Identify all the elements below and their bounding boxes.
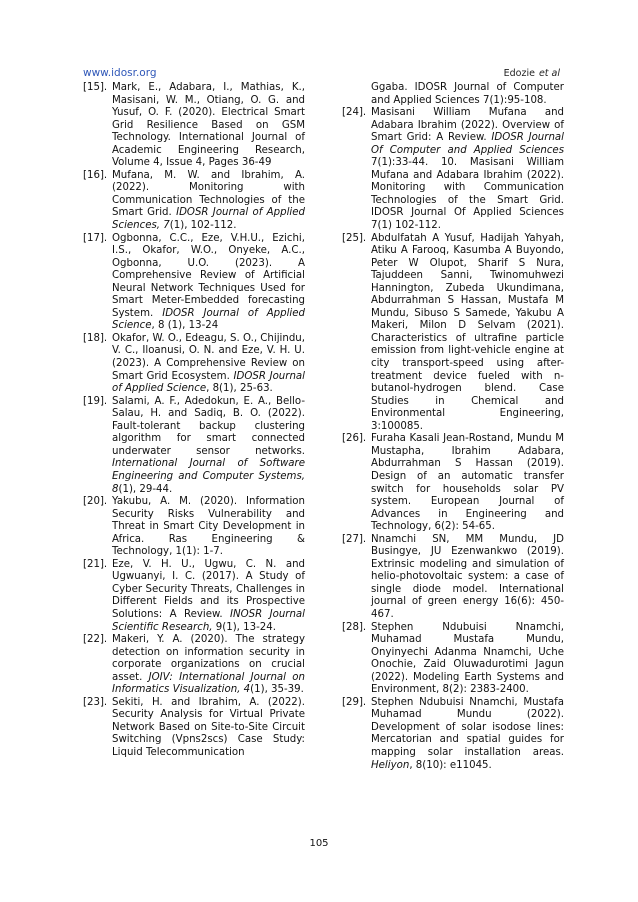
reference-entry — [83, 233, 305, 333]
reference-number: [19]. — [83, 395, 108, 407]
reference-text — [112, 697, 305, 760]
reference-text — [371, 433, 564, 533]
reference-journal-italic: IDOSR Journal of Applied Sciences, 7 — [112, 207, 305, 232]
reference-text — [371, 82, 564, 107]
reference-text-part: 9(1), 13-24. — [212, 621, 276, 633]
reference-text-part: Ogbonna, C.C., Eze, V.H.U., Ezichi, I.S., Okafor, W.O., Onyeke, A.C., Ogbonna, U.O. (2023). A Comprehensive Review of Artificial Neural Network Techniques Used for Smart Meter-Embedded forecasting System. — [112, 232, 305, 319]
page-number: 105 — [309, 838, 329, 849]
reference-entry — [342, 534, 564, 622]
reference-journal-italic: IDOSR Journal of Applied Science — [112, 307, 305, 332]
reference-number: [20]. — [83, 496, 108, 508]
reference-text — [112, 634, 305, 697]
reference-number: [26]. — [342, 433, 367, 445]
reference-journal-italic: IDOSR Journal of Applied Science — [112, 370, 305, 395]
reference-text-part: 7(1):33-44. 10. Masisani William Mufana and Adabara Ibrahim (2022). Monitoring with Communication Technologies of the Smart Grid. IDOSR Journal Of Applied Sciences 7(1) 102-112. — [371, 157, 564, 232]
reference-entry — [83, 333, 305, 396]
reference-entry — [83, 496, 305, 559]
reference-text-part: Masisani William Mufana and Adabara Ibrahim (2022). Overview of Smart Grid: A Review. — [371, 107, 564, 144]
reference-entry — [342, 82, 564, 107]
running-header-author — [504, 68, 560, 79]
reference-text-part: , 8(1), 25-63. — [206, 383, 273, 395]
reference-text-part: Mark, E., Adabara, I., Mathias, K., Masisani, W. M., Otiang, O. G. and Yusuf, O. F. (2020). Electrical Smart Grid Resilience Based on GSM Technology. International Journal of Academic Engineering Research, Volume 4, Issue 4, Pages 36-49 — [112, 82, 305, 169]
reference-text-part: , 8 (1), 13-24 — [151, 320, 219, 332]
reference-text — [112, 333, 305, 396]
reference-text-part: (1), 35-39. — [250, 684, 304, 696]
journal-website-link[interactable]: www.idosr.org — [83, 67, 157, 79]
reference-text — [112, 170, 305, 233]
reference-journal-italic: IDOSR Journal Of Computer and Applied Sciences — [371, 132, 564, 156]
reference-number: [22]. — [83, 634, 108, 646]
reference-text-part: , 8(10): e11045. — [409, 759, 492, 771]
reference-text-part: Salami, A. F., Adedokun, E. A., Bello-Salau, H. and Sadiq, B. O. (2022). Fault-tolerant backup clustering algorithm for smart connected underwater sensor networks. — [112, 395, 305, 457]
reference-entry — [83, 396, 305, 496]
reference-entry — [342, 622, 564, 697]
reference-text-part: Mufana, M. W. and Ibrahim, A. (2022). Monitoring with Communication Technologies of the Smart Grid. — [112, 169, 305, 219]
reference-number: [29]. — [342, 696, 367, 708]
reference-number — [342, 82, 371, 107]
reference-text — [371, 107, 564, 232]
reference-number: [17]. — [83, 232, 108, 244]
reference-number: [25]. — [342, 232, 367, 244]
reference-entry — [83, 82, 305, 170]
reference-text-part: (1), 29-44. — [118, 483, 173, 495]
reference-number: [16]. — [83, 169, 108, 181]
et-al: et al — [538, 68, 560, 79]
reference-text — [112, 559, 305, 634]
reference-text — [371, 233, 564, 434]
references-right-column — [342, 82, 564, 772]
reference-entry — [342, 107, 564, 232]
reference-text-part: Abdulfatah A Yusuf, Hadijah Yahyah, Atiku A Farooq, Kasumba A Buyondo, Peter W Olupot, Sharif S Nura, Tajuddeen Sanni, Twinomuhwezi Hannington, Zubeda Ukundimana, Abdurrahman S Hassan, Mustafa M Mundu, Sibuso S Samede, Yakubu A Makeri, Milon D Selvam (2021). Characteristics of ultrafine particle emission from light-vehicle engine at city transport-speed using after-treatment device fueled with n-butanol-hydrogen blend. Case Studies in Chemical and Environmental Engineering, 3:100085. — [371, 232, 564, 432]
reference-text-part: Eze, V. H. U., Ugwu, C. N. and Ugwuanyi, I. C. (2017). A Study of Cyber Security Threats, Challenges in Different Fields and its Prospective Solutions: A Review. — [112, 558, 305, 620]
reference-entry — [342, 233, 564, 434]
reference-number: [24]. — [342, 107, 367, 119]
reference-number: [23]. — [83, 696, 108, 708]
reference-journal-italic: Heliyon — [371, 759, 410, 771]
reference-text-part: Ggaba. IDOSR Journal of Computer and Applied Sciences 7(1):95-108. — [371, 82, 564, 106]
reference-text-part: Stephen Ndubuisi Nnamchi, Mustafa Muhamad Mundu (2022). Development of solar isodose lines: Mercatorian and spatial guides for mapping solar installation areas. — [371, 696, 564, 758]
reference-text — [371, 622, 564, 697]
reference-text — [112, 233, 305, 333]
reference-text — [112, 396, 305, 496]
reference-text-part: Stephen Ndubuisi Nnamchi, Muhamad Mustafa Mundu, Onyinyechi Adanma Nnamchi, Uche Onochie, Zaid Oluwadurotimi Jagun (2022). Modeling Earth Systems and Environment, 8(2): 2383-2400. — [371, 621, 564, 696]
reference-text — [371, 697, 564, 772]
reference-entry — [342, 697, 564, 772]
reference-text-part: Sekiti, H. and Ibrahim, A. (2022). Security Analysis for Virtual Private Network Based on Site-to-Site Circuit Switching (Vpns2scs) Case Study: Liquid Telecommunication — [112, 696, 305, 758]
reference-text-part: Makeri, Y. A. (2020). The strategy detection on information security in corporate organizations on crucial asset. — [112, 634, 305, 683]
reference-text-part: Yakubu, A. M. (2020). Information Security Risks Vulnerability and Threat in Smart City Development in Africa. Ras Engineering & Technology, 1(1): 1-7. — [112, 496, 305, 558]
reference-number: [15]. — [83, 82, 108, 93]
author-name: Edozie — [503, 68, 535, 79]
reference-entry — [83, 559, 305, 634]
reference-journal-italic: JOIV: International Journal on Informatics Visualization, 4 — [112, 671, 305, 696]
reference-text-part: Furaha Kasali Jean-Rostand, Mundu M Mustapha, Ibrahim Adabara, Abdurrahman S Hassan (2019). Design of an automatic transfer switch for households solar PV system. European Journal of Advances in Engineering and Technology, 6(2): 54-65. — [371, 433, 564, 533]
reference-text — [371, 534, 564, 622]
reference-journal-italic: INOSR Journal Scientific Research, — [112, 608, 306, 633]
reference-entry — [83, 634, 305, 697]
reference-number: [21]. — [83, 558, 108, 570]
reference-number: [18]. — [83, 332, 108, 344]
reference-number: [28]. — [342, 621, 367, 633]
reference-entry — [342, 433, 564, 533]
reference-entry — [83, 697, 305, 760]
reference-text-part: Okafor, W. O., Edeagu, S. O., Chijindu, V. C., Iloanusi, O. N. and Eze, V. H. U. (2023). A Comprehensive Review on Smart Grid Ecosystem. — [112, 332, 305, 382]
reference-number: [27]. — [342, 533, 367, 545]
reference-entry — [83, 170, 305, 233]
references-left-column — [83, 82, 305, 760]
reference-journal-italic: International Journal of Software Engineering and Computer Systems, 8 — [112, 458, 305, 495]
reference-text — [112, 82, 305, 170]
reference-text-part: Nnamchi SN, MM Mundu, JD Busingye, JU Ezenwankwo (2019). Extrinsic modeling and simulation of helio-photovoltaic system: a case of single diode model. International journal of green energy 16(6): 450-467. — [371, 533, 564, 620]
reference-text — [112, 496, 305, 559]
reference-text-part: (1), 102-112. — [169, 220, 237, 232]
